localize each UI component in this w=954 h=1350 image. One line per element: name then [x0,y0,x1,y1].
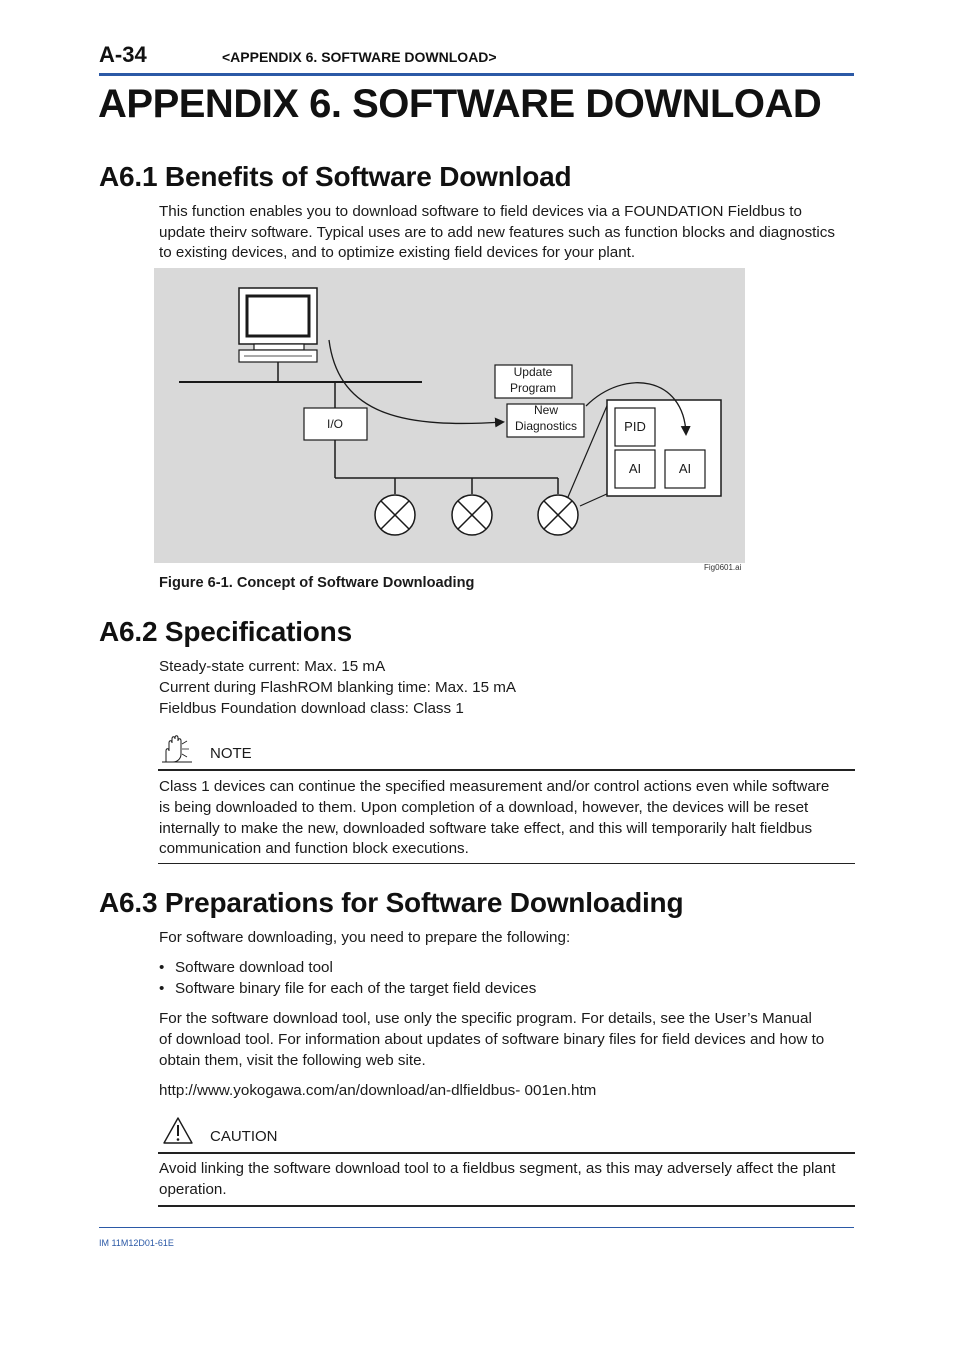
paragraph-line: obtain them, visit the following web site. [159,1052,426,1069]
spec-line: Steady-state current: Max. 15 mA [159,658,386,675]
ai-label: AI [678,461,692,476]
section-heading-benefits: A6.1 Benefits of Software Download [99,161,572,192]
page-title: APPENDIX 6. SOFTWARE DOWNLOAD [98,82,822,126]
list-item: • Software binary file for each of the target field devices [159,980,537,997]
note-label: NOTE [210,745,252,762]
document-number: IM 11M12D01-61E [99,1238,174,1248]
field-device-icon [375,495,415,535]
running-title: <APPENDIX 6. SOFTWARE DOWNLOAD> [222,49,497,65]
page-number: A-34 [99,42,147,67]
field-device-icon [538,495,578,535]
section-heading-specifications: A6.2 Specifications [99,616,352,647]
note-top-rule [158,769,855,771]
spec-line: Fieldbus Foundation download class: Class 1 [159,700,464,717]
note-line: Class 1 devices can continue the specified measurement and/or control actions even while software [159,778,830,795]
program-label: Program [509,381,557,395]
list-item: • Software download tool [159,959,333,976]
update-label: Update [513,365,553,379]
paragraph-line: to existing devices, and to optimize existing field devices for your plant. [159,244,636,261]
paragraph-line: update theirv software. Typical uses are to add new features such as function blocks and diagnostics [159,224,835,241]
paragraph-line: of download tool. For information about updates of software binary files for field devices and how to [159,1031,825,1048]
note-line: is being downloaded to them. Upon completion of a download, however, the devices will be reset [159,799,809,816]
computer-icon [239,288,317,362]
ai-label: AI [628,461,642,476]
figure-file-tag: Fig0601.ai [704,563,742,572]
note-bottom-rule [158,863,855,864]
diagnostics-label: Diagnostics [514,419,578,433]
paragraph-line: This function enables you to download software to field devices via a FOUNDATION Fieldbus to [159,203,802,220]
section-heading-preparations: A6.3 Preparations for Software Downloading [99,887,684,918]
download-url[interactable]: http://www.yokogawa.com/an/download/an-dlfieldbus- 001en.htm [159,1082,597,1099]
concept-diagram [154,268,745,563]
new-label: New [533,403,559,417]
figure-caption: Figure 6-1. Concept of Software Downloading [159,575,475,591]
caution-line: operation. [159,1181,227,1198]
caution-line: Avoid linking the software download tool to a fieldbus segment, as this may adversely affect the plant [159,1160,836,1177]
caution-bottom-rule [158,1205,855,1207]
field-device-icon [452,495,492,535]
header-rule [99,73,854,76]
note-line: internally to make the new, downloaded software take effect, and this will temporarily halt fieldbus [159,820,813,837]
footer-rule [99,1227,854,1228]
pid-label: PID [624,419,646,434]
hand-note-icon [160,732,194,764]
spec-line: Current during FlashROM blanking time: Max. 15 mA [159,679,517,696]
caution-top-rule [158,1152,855,1154]
paragraph-line: For the software download tool, use only the specific program. For details, see the User’s Manual [159,1010,812,1027]
caution-label: CAUTION [210,1128,278,1145]
warning-triangle-icon [162,1116,194,1145]
io-label: I/O [326,417,344,431]
intro-line: For software downloading, you need to prepare the following: [159,929,571,946]
note-line: communication and function block executions. [159,840,469,857]
